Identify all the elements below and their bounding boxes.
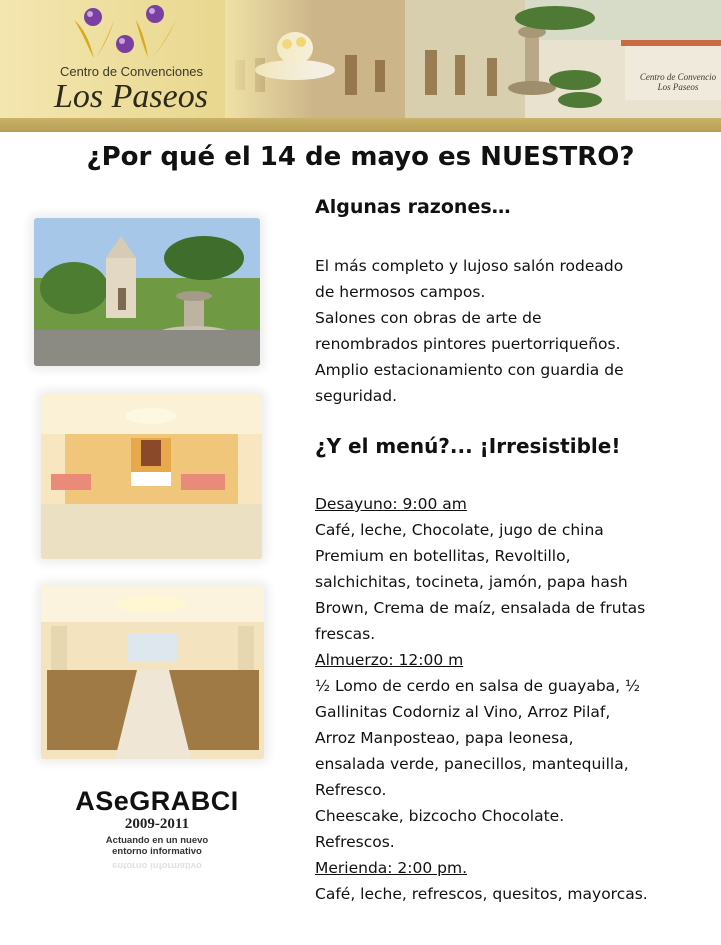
header-banner: [0, 0, 721, 132]
razones-line: renombrados pintores puertorriqueños.: [315, 335, 621, 353]
sponsor-tagline-2: entorno informativo: [112, 846, 202, 857]
menu-line: frescas.: [315, 625, 376, 643]
razones-list: [315, 253, 715, 409]
menu-line: Gallinitas Codorniz al Vino, Arroz Pilaf,: [315, 703, 611, 721]
banner-photo: [225, 0, 721, 118]
menu-line: Refrescos.: [315, 833, 395, 851]
menu-line: ½ Lomo de cerdo en salsa de guayaba, ½: [315, 677, 641, 695]
menu-line: Cheescake, bizcocho Chocolate.: [315, 807, 565, 825]
razones-heading: Algunas razones…: [315, 196, 511, 218]
logo-line-1: Centro de Convenciones: [59, 64, 204, 79]
desayuno-label: Desayuno: 9:00 am: [315, 495, 467, 513]
menu-list: [315, 491, 715, 907]
sponsor-tagline-1: Actuando en un nuevo: [105, 835, 209, 846]
sponsor-name: ASeGRABCI: [75, 786, 239, 816]
convention-center-logo: [36, 0, 226, 125]
menu-line: Refresco.: [315, 781, 387, 799]
photo-chapel-fountain: [34, 218, 260, 366]
page-title: ¿Por qué el 14 de mayo es NUESTRO?: [86, 142, 635, 172]
menu-heading: ¿Y el menú?... ¡Irresistible!: [315, 434, 621, 458]
almuerzo-label: Almuerzo: 12:00 m: [315, 651, 464, 669]
sign-line-2: Los Paseos: [657, 82, 699, 92]
menu-line: salchichitas, tocineta, jamón, papa hash: [315, 573, 628, 591]
menu-line: Brown, Crema de maíz, ensalada de frutas: [315, 599, 646, 617]
menu-line: Café, leche, refrescos, quesitos, mayorcas.: [315, 885, 648, 903]
photo-ceremony-hall: [41, 586, 264, 759]
banner-bottom-strip: [0, 118, 721, 132]
menu-line: Café, leche, Chocolate, jugo de china: [315, 521, 604, 539]
menu-line: ensalada verde, panecillos, mantequilla,: [315, 755, 629, 773]
razones-line: seguridad.: [315, 387, 398, 405]
sponsor-tagline-reflection: entorno informativo: [112, 860, 202, 871]
menu-line: Premium en botellitas, Revoltillo,: [315, 547, 571, 565]
asegrabci-logo: [50, 786, 264, 886]
logo-line-2: Los Paseos: [54, 78, 208, 115]
building-sign: [638, 72, 718, 92]
razones-line: Salones con obras de arte de: [315, 309, 542, 327]
sign-line-1: Centro de Convencio: [639, 72, 717, 82]
logo-mark-icon: [36, 0, 226, 70]
sponsor-years: 2009-2011: [124, 816, 190, 832]
merienda-label: Merienda: 2:00 pm.: [315, 859, 468, 877]
razones-line: de hermosos campos.: [315, 283, 486, 301]
razones-line: El más completo y lujoso salón rodeado: [315, 257, 624, 275]
photo-banquet-hall: [41, 394, 262, 559]
sponsor-tagline: [50, 835, 264, 857]
razones-line: Amplio estacionamiento con guardia de: [315, 361, 624, 379]
menu-line: Arroz Manposteao, papa leonesa,: [315, 729, 574, 747]
